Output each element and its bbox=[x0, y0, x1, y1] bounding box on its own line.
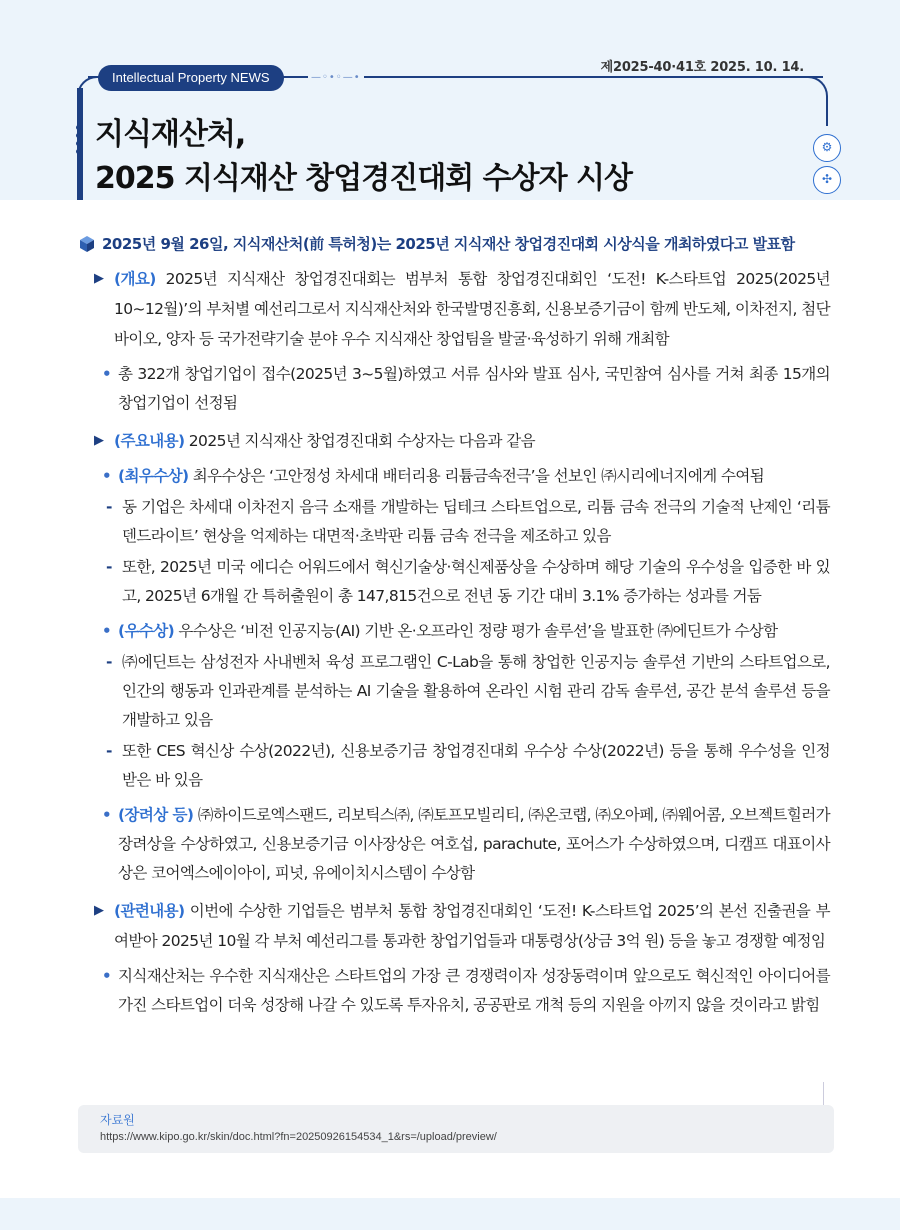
decorative-dots: —◦•◦—• bbox=[308, 72, 364, 83]
divider bbox=[823, 1082, 824, 1106]
source-box bbox=[78, 1105, 834, 1153]
encouragement-keyword: (장려상 등) bbox=[118, 806, 194, 824]
encouragement-text: ㈜하이드로엑스팬드, 리보틱스㈜, ㈜토프모빌리티, ㈜온코랩, ㈜오아페, ㈜웨어콤, 오브젝트힐러가 장려상을 수상하였고, 신용보증기금 이사장상은 여호섭, parachute, 포어스가 수상하였으며, 디캠프 대표이사상은 코어엑스에이아이, 피넛, 유에이치시스템이 수상함 bbox=[118, 806, 830, 882]
triangle-icon: ▶ bbox=[94, 433, 104, 448]
lead-statement bbox=[80, 232, 830, 256]
section-overview bbox=[94, 264, 830, 354]
grand-prize-text: 최우수상은 ‘고안정성 차세대 배터리용 리튬금속전극’을 선보인 ㈜시리에너지에게 수여됨 bbox=[188, 467, 765, 485]
bullet-dot-icon: • bbox=[102, 622, 111, 640]
overview-keyword: (개요) bbox=[114, 270, 156, 288]
footer-band bbox=[0, 1198, 900, 1230]
related-bullet bbox=[102, 962, 830, 1020]
triangle-icon: ▶ bbox=[94, 903, 104, 918]
overview-bullet-text: 총 322개 창업기업이 접수(2025년 3~5월)하였고 서류 심사와 발표 심사, 국민참여 심사를 거쳐 최종 15개의 창업기업이 선정됨 bbox=[118, 365, 830, 412]
excellence-detail-1 bbox=[106, 648, 830, 735]
bullet-dot-icon: • bbox=[102, 806, 111, 824]
cube-icon bbox=[80, 236, 94, 252]
title-line-2: 2025 지식재산 창업경진대회 수상자 시상 bbox=[95, 161, 632, 196]
main-text: 2025년 지식재산 창업경진대회 수상자는 다음과 같음 bbox=[184, 432, 535, 450]
page-title bbox=[95, 113, 632, 201]
overview-bullet bbox=[102, 360, 830, 418]
lead-text: 2025년 9월 26일, 지식재산처(前 특허청)는 2025년 지식재산 창업경진대회 시상식을 개최하였다고 발표함 bbox=[102, 235, 795, 253]
frame-right-line bbox=[826, 96, 828, 126]
grand-prize-detail-1 bbox=[106, 493, 830, 551]
dash-icon: - bbox=[106, 498, 112, 516]
title-line-1: 지식재산처, bbox=[95, 117, 246, 152]
article-body bbox=[80, 232, 830, 1020]
triangle-icon: ▶ bbox=[94, 271, 104, 286]
news-label: Intellectual Property NEWS bbox=[98, 65, 284, 91]
excellence-prize-item bbox=[102, 617, 830, 646]
dash-icon: - bbox=[106, 742, 112, 760]
excellence-keyword: (우수상) bbox=[118, 622, 175, 640]
excellence-detail-1-text: ㈜에딘트는 삼성전자 사내벤처 육성 프로그램인 C-Lab을 통해 창업한 인공지능 솔루션 기반의 스타트업으로, 인간의 행동과 인과관계를 분석하는 AI 기술을 활용하여 온라인 시험 관리 감독 솔루션, 공간 분석 솔루션 등을 개발하고 있음 bbox=[122, 653, 830, 729]
grand-prize-item bbox=[102, 462, 830, 491]
gear-icon: ⚙ bbox=[813, 134, 841, 162]
grand-prize-detail-1-text: 동 기업은 차세대 이차전지 음극 소재를 개발하는 딥테크 스타트업으로, 리튬 금속 전극의 기술적 난제인 ‘리튬 덴드라이트’ 현상을 억제하는 대면적·초박판 리튬 금속 전극을 제조하고 있음 bbox=[122, 498, 830, 545]
network-icon: ✣ bbox=[813, 166, 841, 194]
related-text: 이번에 수상한 기업들은 범부처 통합 창업경진대회인 ‘도전! K-스타트업 2025’의 본선 진출권을 부여받아 2025년 10월 각 부처 예선리그를 통과한 창업기업들과 대통령상(상금 3억 원) 등을 놓고 경쟁할 예정임 bbox=[114, 902, 830, 950]
overview-text: 2025년 지식재산 창업경진대회는 범부처 통합 창업경진대회인 ‘도전! K-스타트업 2025(2025년 10~12월)’의 부처별 예선리그로서 지식재산처와 한국발명진흥회, 신용보증기금이 함께 반도체, 이차전지, 첨단바이오, 양자 등 국가전략기술 분야 우수 지식재산 창업팀을 발굴·육성하기 위해 개최함 bbox=[114, 270, 830, 348]
main-keyword: (주요내용) bbox=[114, 432, 185, 450]
bullet-dot-icon: • bbox=[102, 365, 111, 383]
section-main bbox=[94, 426, 830, 456]
excellence-detail-2 bbox=[106, 737, 830, 795]
bullet-dot-icon: • bbox=[102, 967, 111, 985]
grand-prize-detail-2-text: 또한, 2025년 미국 에디슨 어워드에서 혁신기술상·혁신제품상을 수상하며 해당 기술의 우수성을 입증한 바 있고, 2025년 6개월 간 특허출원이 총 147,815건으로 전년 동 기간 대비 3.1% 증가하는 성과를 거둠 bbox=[122, 558, 830, 605]
source-url[interactable]: https://www.kipo.go.kr/skin/doc.html?fn=20250926154534_1&rs=/upload/preview/ bbox=[100, 1131, 497, 1143]
bullet-dot-icon: • bbox=[102, 467, 111, 485]
issue-number: 제2025-40·41호 2025. 10. 14. bbox=[600, 60, 804, 75]
related-keyword: (관련내용) bbox=[114, 902, 185, 920]
dash-icon: - bbox=[106, 558, 112, 576]
excellence-text: 우수상은 ‘비전 인공지능(AI) 기반 온·오프라인 정량 평가 솔루션’을 발표한 ㈜에딘트가 수상함 bbox=[174, 622, 778, 640]
related-bullet-text: 지식재산처는 우수한 지식재산은 스타트업의 가장 큰 경쟁력이자 성장동력이며 앞으로도 혁신적인 아이디어를 가진 스타트업이 더욱 성장해 나갈 수 있도록 투자유치, 공공판로 개척 등의 지원을 아끼지 않을 것이라고 밝힘 bbox=[118, 967, 830, 1014]
excellence-detail-2-text: 또한 CES 혁신상 수상(2022년), 신용보증기금 창업경진대회 우수상 수상(2022년) 등을 통해 우수성을 인정받은 바 있음 bbox=[122, 742, 830, 789]
section-related bbox=[94, 896, 830, 956]
grand-prize-keyword: (최우수상) bbox=[118, 467, 189, 485]
dash-icon: - bbox=[106, 653, 112, 671]
encouragement-prize-item bbox=[102, 801, 830, 888]
left-dots-decoration bbox=[74, 122, 82, 157]
grand-prize-detail-2 bbox=[106, 553, 830, 611]
source-label: 자료원 bbox=[100, 1113, 135, 1127]
